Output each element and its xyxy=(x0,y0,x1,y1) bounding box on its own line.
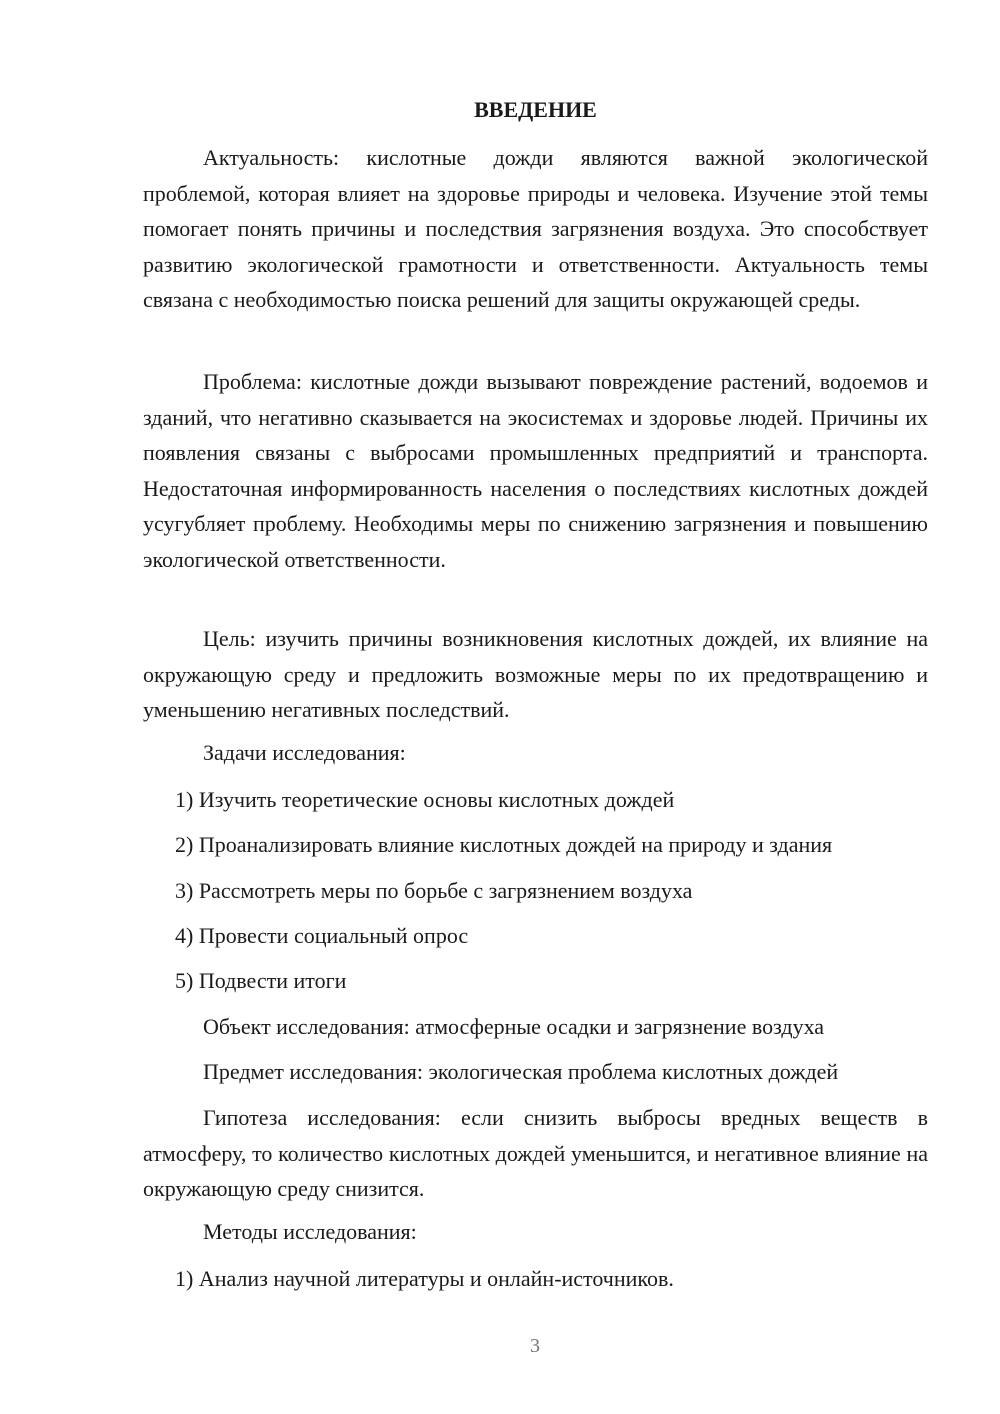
relevance-paragraph: Актуальность: кислотные дожди являются важной экологической проблемой, которая влияет на здоровье природы и человека. Изучение этой темы помогает понять причины и последствия загрязнения воздуха. Это способствует развитию экологической грамотности и ответственности. Актуальность темы связана с необходимостью поиска решений для защиты окружающей среды. xyxy=(143,145,928,312)
method-item: 1) Анализ научной литературы и онлайн-источников. xyxy=(175,1266,674,1291)
tasks-heading: Задачи исследования: xyxy=(203,740,406,765)
methods-heading: Методы исследования: xyxy=(203,1219,417,1244)
task-item: 3) Рассмотреть меры по борьбе с загрязнением воздуха xyxy=(175,878,693,903)
research-object: Объект исследования: атмосферные осадки и загрязнение воздуха xyxy=(203,1014,825,1039)
task-item: 4) Провести социальный опрос xyxy=(175,923,469,948)
page-number: 3 xyxy=(530,1335,540,1357)
goal-paragraph: Цель: изучить причины возникновения кислотных дождей, их влияние на окружающую среду и предложить возможные меры по их предотвращению и уменьшению негативных последствий. xyxy=(143,626,928,722)
task-item: 2) Проанализировать влияние кислотных дождей на природу и здания xyxy=(175,832,833,857)
task-item: 5) Подвести итоги xyxy=(175,968,347,993)
hypothesis-paragraph: Гипотеза исследования: если снизить выбросы вредных веществ в атмосферу, то количество кислотных дождей уменьшится, и негативное влияние на окружающую среду снизится. xyxy=(143,1105,928,1201)
task-item: 1) Изучить теоретические основы кислотных дождей xyxy=(175,787,675,812)
problem-paragraph: Проблема: кислотные дожди вызывают повреждение растений, водоемов и зданий, что негативно сказывается на экосистемах и здоровье людей. Причины их появления связаны с выбросами промышленных предприятий и транспорта. Недостаточная информированность населения о последствиях кислотных дождей усугубляет проблему. Необходимы меры по снижению загрязнения и повышению экологической ответственности. xyxy=(143,369,928,572)
page-title: ВВЕДЕНИЕ xyxy=(474,97,597,122)
research-subject: Предмет исследования: экологическая проблема кислотных дождей xyxy=(203,1059,839,1084)
